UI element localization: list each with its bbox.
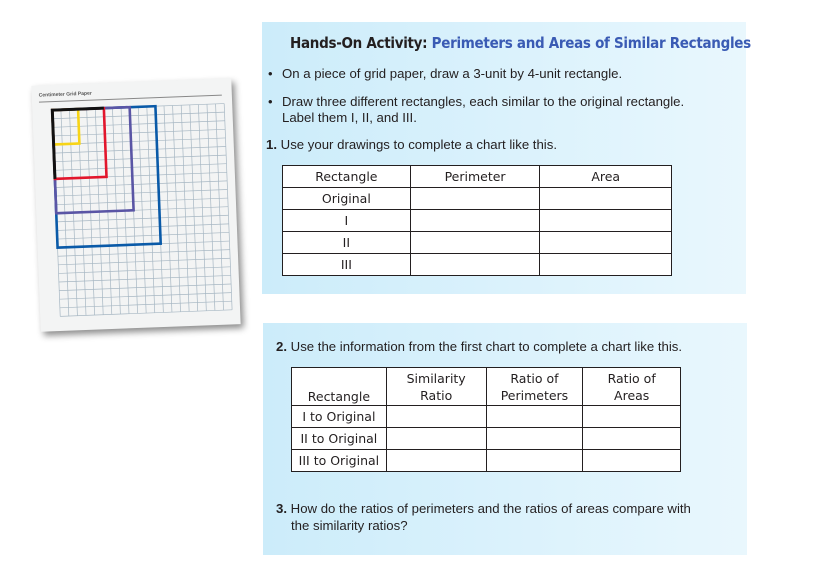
table-header-row	[292, 368, 681, 406]
bullet-marker: •	[268, 66, 273, 81]
header-ratio-of-areas	[583, 368, 681, 406]
header-line: Ratio of	[510, 370, 559, 386]
question3	[276, 500, 691, 517]
table-row	[283, 254, 672, 276]
perimeter-cell	[410, 210, 540, 232]
row-label: III	[283, 254, 411, 276]
header-rectangle: Rectangle	[283, 166, 411, 188]
area-ratio-cell	[583, 406, 681, 428]
row-label: III to Original	[292, 450, 387, 472]
row-label: II to Original	[292, 428, 387, 450]
table-row	[283, 188, 672, 210]
header-line: Similarity	[406, 370, 466, 386]
activity-title-topic: Perimeters and Areas of Similar Rectangles	[431, 34, 751, 52]
perimeter-ratio-cell	[486, 450, 583, 472]
perimeter-cell	[410, 232, 540, 254]
similarity-cell	[386, 428, 486, 450]
bullet-marker: •	[268, 94, 273, 109]
question2	[276, 338, 682, 355]
question1-number: 1.	[266, 137, 277, 152]
similarity-cell	[386, 450, 486, 472]
grid-paper-drawing	[31, 78, 240, 331]
header-rectangle: Rectangle	[292, 368, 387, 406]
area-ratio-cell	[583, 450, 681, 472]
header-area: Area	[540, 166, 672, 188]
chart1-table	[282, 165, 672, 276]
grid-paper-title: Centimeter Grid Paper	[38, 90, 92, 99]
perimeter-cell	[410, 254, 540, 276]
bullet1-text: On a piece of grid paper, draw a 3-unit by 4-unit rectangle.	[282, 66, 623, 81]
similar-rectangles	[52, 106, 160, 247]
question1-text: Use your drawings to complete a chart like this.	[280, 137, 557, 152]
grid-paper-illustration	[31, 78, 240, 331]
area-ratio-cell	[583, 428, 681, 450]
row-label: Original	[283, 188, 411, 210]
row-label: II	[283, 232, 411, 254]
question2-text: Use the information from the first chart to complete a chart like this.	[290, 339, 683, 354]
question3-line1: How do the ratios of perimeters and the ratios of areas compare with	[290, 501, 691, 516]
table-row	[292, 428, 681, 450]
bullet2-line1: Draw three different rectangles, each similar to the original rectangle.	[282, 94, 685, 109]
similarity-cell	[386, 406, 486, 428]
area-cell	[540, 188, 672, 210]
activity-title-lead: Hands-On Activity:	[290, 34, 428, 52]
question2-number: 2.	[276, 339, 287, 354]
question3-line2: the similarity ratios?	[291, 518, 408, 533]
header-ratio-of-perimeters	[486, 368, 583, 406]
chart2-table	[291, 367, 681, 472]
table-row	[292, 450, 681, 472]
perimeter-cell	[410, 188, 540, 210]
activity-title	[290, 34, 751, 52]
header-line: Ratio of	[607, 370, 656, 386]
row-label: I to Original	[292, 406, 387, 428]
area-cell	[540, 254, 672, 276]
header-perimeter: Perimeter	[410, 166, 540, 188]
table-row	[283, 232, 672, 254]
table-row	[283, 210, 672, 232]
header-line: Ratio	[420, 387, 453, 403]
table-header-row	[283, 166, 672, 188]
bullet2-line2: Label them I, II, and III.	[282, 110, 417, 125]
perimeter-ratio-cell	[486, 428, 583, 450]
header-similarity-ratio	[386, 368, 486, 406]
area-cell	[540, 232, 672, 254]
questions-panel	[263, 323, 747, 555]
table-row	[292, 406, 681, 428]
question1	[266, 136, 557, 153]
header-line: Areas	[614, 387, 650, 403]
header-line: Perimeters	[500, 387, 569, 403]
question3-number: 3.	[276, 501, 287, 516]
perimeter-ratio-cell	[486, 406, 583, 428]
activity-panel	[262, 22, 751, 294]
row-label: I	[283, 210, 411, 232]
area-cell	[540, 210, 672, 232]
